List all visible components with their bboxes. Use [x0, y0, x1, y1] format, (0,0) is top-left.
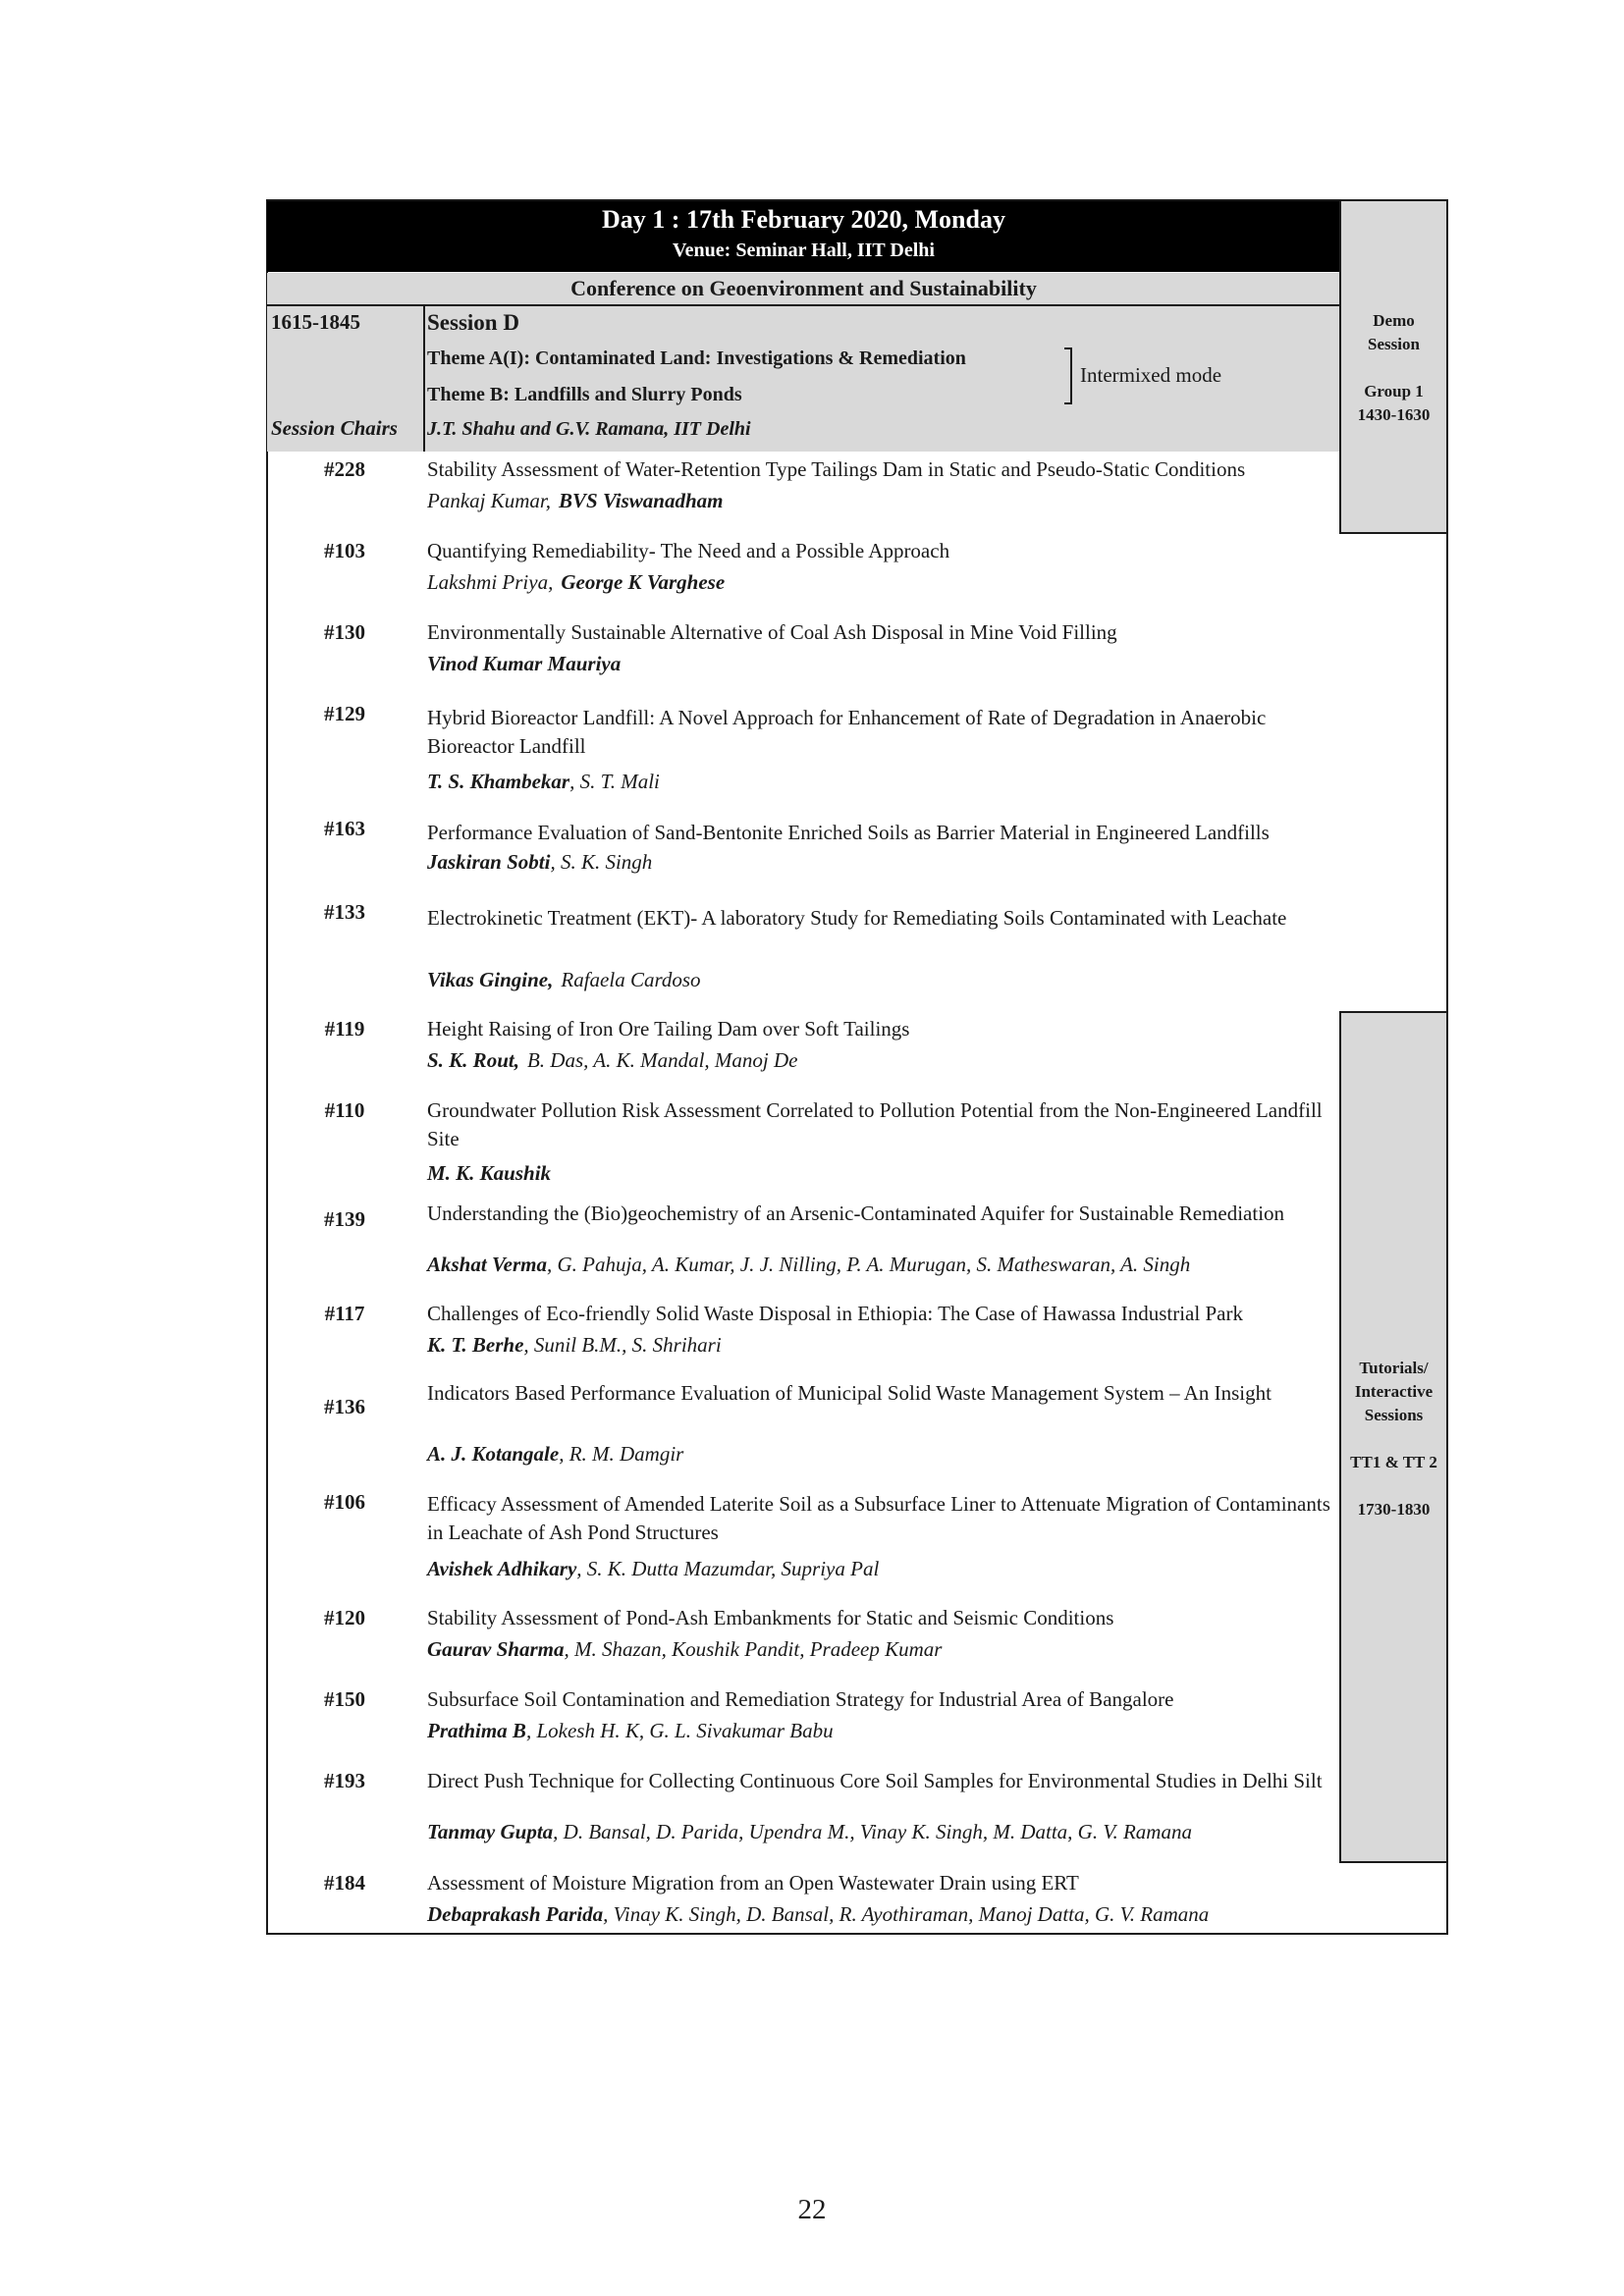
author-first: Pankaj Kumar,	[427, 489, 551, 512]
paper-title: Indicators Based Performance Evaluation of Municipal Solid Waste Management System – An Insight	[427, 1381, 1272, 1405]
paper-authors	[427, 1161, 1335, 1186]
paper-title: Stability Assessment of Pond-Ash Embankments for Static and Seismic Conditions	[427, 1606, 1114, 1629]
session-time: 1615-1845	[271, 310, 360, 334]
paper-title: Height Raising of Iron Ore Tailing Dam over Soft Tailings	[427, 1017, 910, 1041]
author-rest: BVS Viswanadham	[559, 489, 724, 512]
paper-title: Electrokinetic Treatment (EKT)- A laboratory Study for Remediating Soils Contaminated with Leachate	[427, 906, 1287, 930]
author-first: Jaskiran Sobti	[427, 850, 551, 874]
author-first: Tanmay Gupta	[427, 1820, 554, 1843]
side-label-line: TT1 & TT 2	[1350, 1453, 1437, 1471]
side-label-line: Session	[1368, 335, 1420, 353]
bracket-icon	[1064, 347, 1072, 404]
author-rest: George K Varghese	[561, 570, 726, 594]
paper-id: #129	[324, 702, 365, 725]
page-number: 22	[797, 2194, 827, 2225]
session-chairs: J.T. Shahu and G.V. Ramana, IIT Delhi	[427, 418, 751, 440]
side-label-line: Demo	[1373, 311, 1415, 330]
paper-id: #163	[324, 817, 365, 840]
paper-id: #184	[324, 1871, 365, 1895]
paper-authors	[427, 1820, 1335, 1844]
paper-authors	[427, 1333, 1335, 1358]
paper-authors	[427, 489, 1335, 513]
author-first: A. J. Kotangale	[427, 1442, 560, 1466]
conference-title: Conference on Geoenvironment and Sustainability	[267, 273, 1340, 306]
author-rest: , D. Bansal, D. Parida, Upendra M., Vinay K. Singh, M. Datta, G. V. Ramana	[553, 1820, 1192, 1843]
author-first: S. K. Rout,	[427, 1048, 519, 1072]
theme-a: Theme A(I): Contaminated Land: Investigations & Remediation	[427, 347, 966, 369]
side-label-line: Tutorials/	[1359, 1359, 1429, 1377]
day-title: Day 1 : 17th February 2020, Monday	[602, 205, 1005, 234]
demo-session-box	[1339, 199, 1448, 534]
author-first: Avishek Adhikary	[427, 1557, 577, 1580]
paper-title: Understanding the (Bio)geochemistry of an Arsenic-Contaminated Aquifer for Sustainable Remediation	[427, 1201, 1285, 1225]
author-rest: , R. M. Damgir	[559, 1442, 684, 1466]
author-rest: , Sunil B.M., S. Shrihari	[523, 1333, 722, 1357]
paper-title: Assessment of Moisture Migration from an Open Wastewater Drain using ERT	[427, 1871, 1079, 1895]
side-label-line	[1341, 356, 1446, 380]
paper-authors	[427, 1442, 1335, 1467]
paper-authors	[427, 1902, 1335, 1927]
paper-title: Stability Assessment of Water-Retention Type Tailings Dam in Static and Pseudo-Static Conditions	[427, 457, 1246, 481]
paper-id: #103	[324, 539, 365, 562]
paper-title: Subsurface Soil Contamination and Remediation Strategy for Industrial Area of Bangalore	[427, 1687, 1174, 1711]
author-first: T. S. Khambekar	[427, 770, 570, 793]
paper-id: #120	[324, 1606, 365, 1629]
venue: Venue: Seminar Hall, IIT Delhi	[673, 240, 935, 261]
paper-authors	[427, 770, 1335, 794]
author-first: M. K. Kaushik	[427, 1161, 552, 1185]
paper-title: Direct Push Technique for Collecting Continuous Core Soil Samples for Environmental Studies in Delhi Silt	[427, 1769, 1323, 1792]
paper-authors	[427, 1637, 1335, 1662]
author-rest: , M. Shazan, Koushik Pandit, Pradeep Kumar	[564, 1637, 943, 1661]
session-name: Session D	[427, 310, 519, 335]
paper-id: #133	[324, 900, 365, 924]
tutorial-session-box	[1339, 1011, 1448, 1863]
author-rest: , S. K. Singh	[550, 850, 653, 874]
paper-title: Performance Evaluation of Sand-Bentonite Enriched Soils as Barrier Material in Engineered Landfills	[427, 821, 1270, 844]
author-first: Akshat Verma	[427, 1253, 547, 1276]
author-rest: , S. K. Dutta Mazumdar, Supriya Pal	[576, 1557, 880, 1580]
paper-title: Groundwater Pollution Risk Assessment Correlated to Pollution Potential from the Non-Engineered Landfill Site	[427, 1098, 1323, 1150]
paper-id: #119	[324, 1017, 365, 1041]
paper-title: Hybrid Bioreactor Landfill: A Novel Approach for Enhancement of Rate of Degradation in Anaerobic Bioreactor Landfill	[427, 706, 1267, 758]
side-label-line: Interactive	[1354, 1382, 1434, 1401]
paper-authors	[427, 652, 1335, 676]
paper-id: #193	[324, 1769, 365, 1792]
author-rest: , Vinay K. Singh, D. Bansal, R. Ayothiraman, Manoj Datta, G. V. Ramana	[603, 1902, 1210, 1926]
paper-authors	[427, 850, 1335, 875]
session-header	[267, 306, 1340, 452]
paper-id: #139	[324, 1207, 365, 1231]
paper-authors	[427, 1253, 1335, 1277]
side-label-line: Sessions	[1364, 1406, 1424, 1424]
author-rest: , G. Pahuja, A. Kumar, J. J. Nilling, P. A. Murugan, S. Matheswaran, A. Singh	[546, 1253, 1191, 1276]
paper-id: #117	[324, 1302, 365, 1325]
paper-authors	[427, 968, 1335, 992]
theme-b: Theme B: Landfills and Slurry Ponds	[427, 384, 742, 405]
side-label-line: 1730-1830	[1357, 1500, 1431, 1519]
paper-id: #150	[324, 1687, 365, 1711]
author-first: Lakshmi Priya,	[427, 570, 554, 594]
paper-title: Quantifying Remediability- The Need and a Possible Approach	[427, 539, 950, 562]
session-mode: Intermixed mode	[1080, 363, 1222, 387]
paper-authors	[427, 1719, 1335, 1743]
author-first: Vikas Gingine,	[427, 968, 554, 991]
paper-id: #130	[324, 620, 365, 644]
author-rest: , Lokesh H. K, G. L. Sivakumar Babu	[525, 1719, 834, 1742]
column-divider	[423, 306, 425, 452]
author-rest: B. Das, A. K. Mandal, Manoj De	[526, 1048, 798, 1072]
paper-authors	[427, 1048, 1335, 1073]
paper-title: Environmentally Sustainable Alternative of Coal Ash Disposal in Mine Void Filling	[427, 620, 1117, 644]
side-label-line: Group 1	[1364, 382, 1424, 400]
side-label-line: 1430-1630	[1357, 405, 1431, 424]
paper-title: Efficacy Assessment of Amended Laterite Soil as a Subsurface Liner to Attenuate Migration of Contaminants in Leachate of Ash Pond Structures	[427, 1492, 1330, 1544]
author-first: Prathima B	[427, 1719, 526, 1742]
paper-id: #110	[324, 1098, 365, 1122]
paper-id: #136	[324, 1395, 365, 1418]
paper-authors	[427, 570, 1335, 595]
author-first: Debaprakash Parida	[427, 1902, 604, 1926]
paper-authors	[427, 1557, 1335, 1581]
paper-id: #228	[324, 457, 365, 481]
author-rest: , S. T. Mali	[569, 770, 660, 793]
session-chairs-label: Session Chairs	[271, 416, 398, 440]
author-rest: Rafaela Cardoso	[561, 968, 701, 991]
author-first: Vinod Kumar Mauriya	[427, 652, 622, 675]
side-label-line	[1341, 1474, 1446, 1498]
paper-title: Challenges of Eco-friendly Solid Waste Disposal in Ethiopia: The Case of Hawassa Industrial Park	[427, 1302, 1243, 1325]
author-first: K. T. Berhe	[427, 1333, 524, 1357]
title-bar	[267, 201, 1340, 272]
author-first: Gaurav Sharma	[427, 1637, 565, 1661]
side-label-line	[1341, 1427, 1446, 1451]
paper-id: #106	[324, 1490, 365, 1514]
